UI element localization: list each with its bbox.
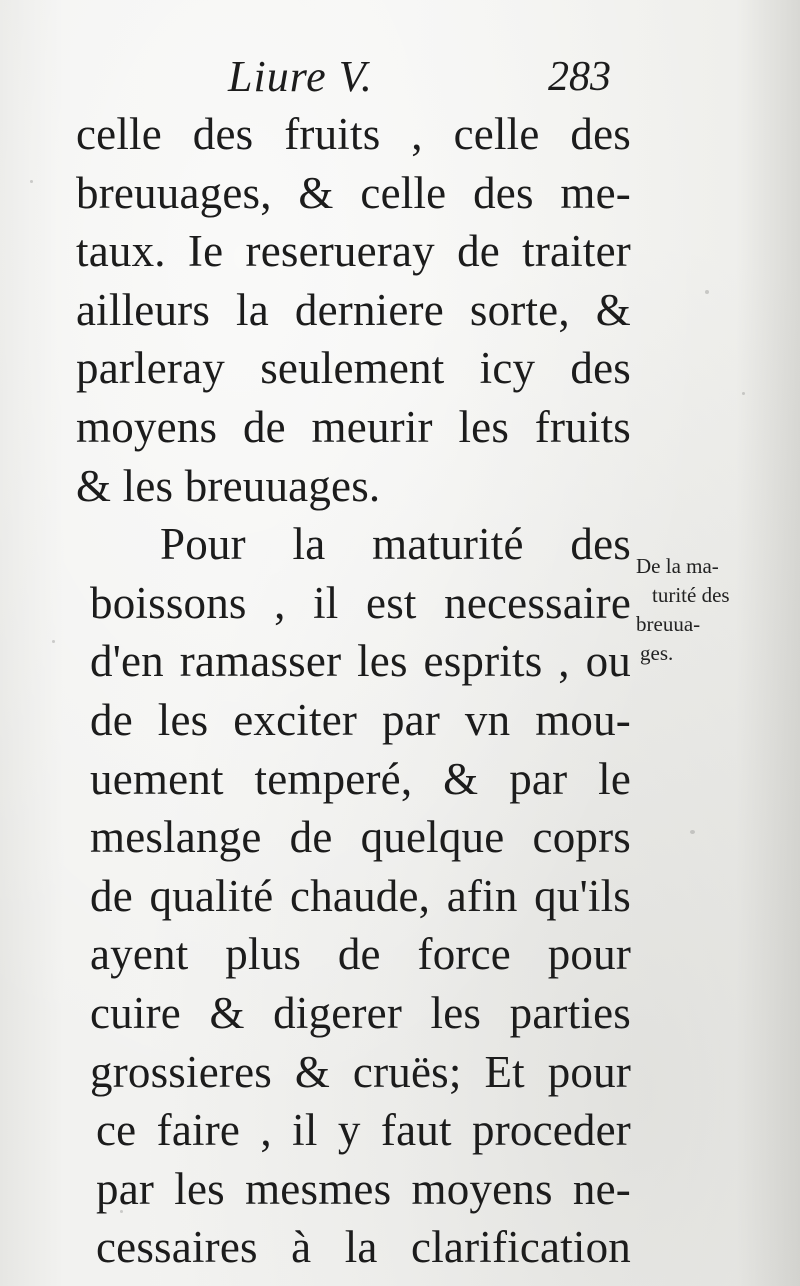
body-text (76, 105, 631, 1277)
text-line: ayent plus de force pour (90, 929, 631, 980)
paragraph-start-line: Pour la maturité des (160, 519, 631, 570)
paper-speck (742, 392, 745, 395)
text-line: cessaires à la clarification (96, 1222, 631, 1273)
marginal-note-line: De la ma- (636, 554, 719, 578)
running-title: Liure V. (228, 52, 373, 101)
paper-speck (690, 830, 695, 834)
text-line: uement temperé, & par le (90, 753, 631, 804)
text-line: grossieres & cruës; Et pour (90, 1046, 631, 1097)
marginal-note-line: turité des (652, 583, 730, 607)
marginal-note-line: breuua- (636, 612, 701, 636)
text-line: cuire & digerer les parties (90, 987, 631, 1038)
marginal-note (636, 552, 766, 668)
text-line: d'en ramasser les esprits , ou (90, 636, 631, 687)
text-line: celle des fruits , celle des (76, 109, 631, 159)
running-head (0, 52, 800, 102)
paper-speck (52, 640, 55, 643)
text-line: parleray seulement icy des (76, 343, 631, 394)
paper-speck (705, 290, 709, 294)
text-line: moyens de meurir les fruits (76, 401, 631, 452)
text-line: ce faire , il y faut proceder (96, 1105, 631, 1156)
marginal-note-line: ges. (640, 641, 674, 665)
text-line: breuuages, & celle des me- (76, 167, 631, 218)
text-line: de les exciter par vn mou- (90, 694, 631, 745)
paper-speck (30, 180, 33, 183)
text-line: meslange de quelque coprs (90, 812, 631, 863)
text-line: & les breuuages. (76, 460, 381, 511)
text-line: de qualité chaude, afin qu'ils (90, 870, 631, 921)
text-line: boissons , il est necessaire (90, 577, 631, 628)
page-number: 283 (548, 54, 611, 100)
text-line: par les mesmes moyens ne- (96, 1163, 631, 1214)
text-line: taux. Ie reserueray de traiter (76, 226, 631, 277)
text-line: ailleurs la derniere sorte, & (76, 284, 631, 335)
